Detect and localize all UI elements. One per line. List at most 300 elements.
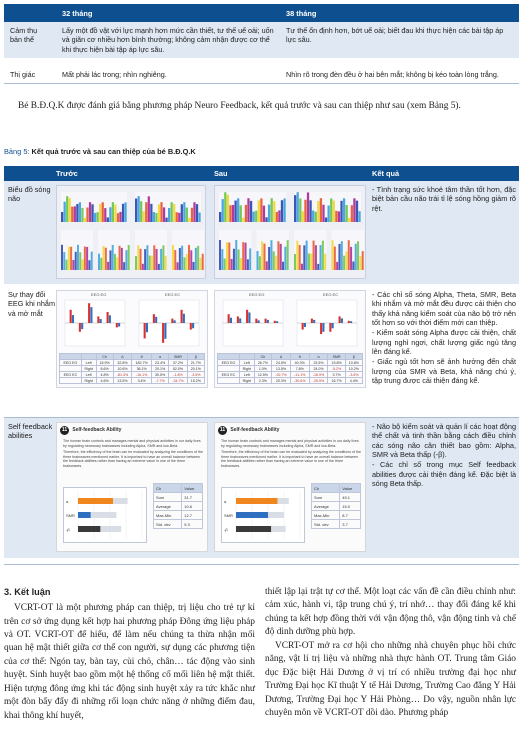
brainmap-spike [148,196,150,222]
selffeedback-title: Self-feedback Ability [72,427,122,433]
brainmap-spike [183,257,185,270]
sf-bar-label: -β [66,527,70,532]
brainmap-after-image [215,186,365,278]
brainmap-spike [121,248,123,270]
brainmap-spike [263,206,265,222]
brainmap-spike [226,242,228,270]
eeg-table-cell: -16.1% [132,372,152,378]
brainmap-spike [253,212,255,222]
sf-table-row [312,493,361,502]
brainmap-spike [299,245,301,270]
sf-table-cell: 8.7 [340,511,361,520]
eeg-bar-left [246,310,248,323]
brainmap-spike [263,244,265,270]
brainmap-spike [299,198,301,222]
brainmap-spike [128,245,130,270]
eeg-bar-left [190,323,192,330]
brainmap-spike [258,200,260,222]
brainmap-spike [99,204,101,222]
brainmap-spike [150,204,152,222]
eeg-before-chart [57,298,207,350]
table1-header-38: 38 tháng [280,4,519,22]
brainmap-spike [278,210,280,222]
brainmap-spike [348,218,350,222]
eeg-bar-right [192,323,194,328]
brainmap-spike [335,211,337,222]
eeg-bar-right [155,317,157,323]
brainmap-spike [162,245,164,270]
brainmap-spike [153,212,155,222]
brainmap-spike [199,258,201,270]
eeg-table-cell: 4.6% [96,378,113,384]
eeg-after-table [217,353,363,384]
eeg-before-title-eo: EEG EO [91,292,107,297]
eeg-table-cell: -7.7% [152,378,169,384]
brainmap-spike [324,254,326,270]
eeg-before-panel [56,290,208,388]
table1-header [4,4,519,22]
sf-bar [236,512,268,518]
sf-table-row [312,511,361,520]
brainmap-spike [89,202,91,222]
brainmap-spike [137,245,139,270]
eeg-table-cell: 182.7% [132,360,152,366]
eeg-table-cell: 4.8% [96,372,113,378]
eeg-table-cell: 24.0% [309,366,328,372]
eeg-table-cell: 36.1% [132,366,152,372]
eeg-bar-right [81,323,83,329]
eeg-bar-right [183,314,185,323]
eeg-bar-left [88,303,90,323]
brainmap-spike [178,213,180,222]
selffeedback-after-chart [221,487,305,543]
brainmap-spike [352,261,354,270]
brainmap-spike [163,207,165,222]
brainmap-spike [281,200,283,222]
eeg-bar-right [109,315,111,323]
table2-row-label: Self feedback abilities [8,422,53,441]
eeg-table-cell: -25.9% [309,378,328,384]
brainmap-spike [68,247,70,270]
eeg-bar-right [90,307,92,323]
brainmap-spike [72,260,74,270]
eeg-bar-left [348,321,350,323]
eeg-table-header: SMR [328,354,345,360]
brainmap-spike [358,211,360,222]
brainmap-spike [79,252,81,270]
brainmap-spike [294,195,296,222]
eeg-bar-right [100,319,102,323]
brainmap-spike [301,264,303,270]
eeg-table-header: θ [132,354,152,360]
brainmap-spike [317,201,319,222]
brainmap-spike [91,252,93,270]
table2-row-label: Biểu đồ sóng não [8,185,51,204]
brainmap-spike [238,249,240,270]
eeg-bar-right [239,318,241,323]
brainmap-spike [114,254,116,270]
eeg-table-cell: Right [81,366,96,372]
brainmap-spike [228,242,230,270]
selffeedback-before-table [153,483,203,529]
sf-bar [78,512,91,518]
eeg-table-cell: 8.6% [96,366,113,372]
eeg-table-cell: 13.5% [113,378,132,384]
brainmap-spike [188,245,190,270]
table2-caption [4,147,196,156]
table2-header-before: Trước [56,169,78,178]
brainmap-spike [135,256,137,270]
sf-table-cell: Std. dev [312,520,340,529]
brainmap-spike [69,198,71,222]
eeg-table-cell: 40.3% [290,360,309,366]
brainmap-spike [190,250,192,270]
brainmap-spike [86,247,88,270]
sf-bar [236,526,271,532]
brainmap-spike [202,254,204,270]
eeg-table-cell: 10.6% [113,366,132,372]
brainmap-after [214,185,366,279]
table1-row [4,22,519,58]
eeg-table-header: Ch [254,354,271,360]
brainmap-spike [66,196,68,222]
result-line: - Tình trạng sức khoẻ tâm thần tốt hơn, đặc biệt bản cầu não trái tỉ lệ sóng hồng giảm rõ rệt. [372,185,516,213]
conclusion-right-column [265,586,516,720]
brainmap-spike [247,198,249,222]
brainmap-spike [119,212,121,222]
brainmap-spike [179,248,181,270]
eeg-bar-left [255,319,257,323]
brainmap-spike [125,250,127,270]
eeg-table-header: Δ [113,354,132,360]
brainmap-spike [328,205,330,222]
sf-table-cell: Sum [154,493,182,502]
brainmap-spike [122,204,124,222]
brainmap-spike [308,253,310,270]
sf-table-cell: Std. dev [154,520,182,529]
brainmap-spike [277,241,279,270]
eeg-table-cell: -34.7% [169,378,188,384]
result-line: - Kiểm soát sóng Alpha được cải thiện, chất lượng nghỉ ngơi, chất lượng giấc ngủ tăng lên đáng kể. [372,328,516,357]
sf-table-header: Value [340,484,361,493]
eeg-bar-right [332,323,334,328]
sf-table-row [312,502,361,511]
brainmap-spike [112,202,114,222]
brainmap-spike [353,198,355,222]
brainmap-spike [177,262,179,270]
eeg-table-cell: EEG EO [218,360,240,366]
sf-table-row [312,520,361,529]
eeg-table-header: Δ [272,354,291,360]
eeg-bar-left [79,323,81,332]
table2-row-eeg [4,286,519,416]
brainmap-before-image [57,186,205,278]
brainmap-spike [142,264,144,270]
sf-table-cell: Average [312,502,340,511]
selffeedback-before-heading [60,426,121,435]
brainmap-spike [61,212,63,222]
comparison-table-32-38 [4,4,519,84]
eeg-bar-left [274,321,276,323]
table1-cell-38: Nhìn rõ trong đèn đều ở hai bên mắt; không bị kéo toàn lòng trắng. [280,66,519,84]
table1-header-32: 32 tháng [56,4,280,22]
eeg-table-cell: EEG EC [218,372,240,378]
brainmap-spike [325,218,327,222]
selffeedback-before-text [63,439,203,469]
conclusion-paragraph-3: VCRT-OT mở ra cơ hội cho những nhà chuyên phục hồi chức năng, vật lí trị liệu và những nhà thực hành OT. Trung tâm Giáo dục Đặc biệt Hải Dương ở vị trí có nhiều trường đại học như Trường Đại học Kĩ thuật Y tế Hải Dương, Trường Cao đẳng Y Hải Dương, Trường Đại học Y Hải Phòng… Do vậy, nguồn nhân lực chuyên môn về VCRT-OT dồi dào. Phương pháp [265,640,516,718]
sf-table-cell: Sum [312,493,340,502]
table2-header-after: Sau [214,169,228,178]
brainmap-spike [103,246,105,270]
sf-table-cell: 10.6 [182,502,203,511]
brainmap-spike [273,201,275,222]
brainmap-spike [195,248,197,270]
brainmap-spike [116,257,118,270]
eeg-bar-right [248,312,250,323]
brainmap-spike [268,247,270,270]
brainmap-spike [186,208,188,222]
brainmap-spike [297,192,299,222]
eeg-table-cell: 3.4% [132,378,152,384]
brainmap-spike [312,211,314,222]
result-line: - Não bộ kiểm soát và quản lí các hoạt động thể chất và tinh thần bằng cách điều chỉnh các sóng não cân thiết bao gồm: Alpha, SMR và Beta thấp (-β). [372,422,516,460]
brainmap-spike [224,259,226,270]
eeg-table-cell: 37.2% [169,360,188,366]
eeg-table-cell: Left [81,372,96,378]
conclusion-left-column [4,586,255,723]
eeg-bar-left [116,323,118,327]
eeg-table-cell: 4.4% [345,378,362,384]
eeg-table-cell: EEG EO [60,360,82,366]
brainmap-spike [82,259,84,270]
brainmap-spike [63,252,65,270]
eeg-bar-right [174,320,176,323]
eeg-bar-right [322,323,324,332]
brainmap-spike [343,256,345,270]
eeg-table-header: α [309,354,328,360]
brainmap-spike [176,212,178,222]
sf-table-cell: 5.3 [182,520,203,529]
brainmap-spike [348,240,350,270]
brainmap-spike [140,201,142,222]
brainmap-spike [362,251,364,270]
brainmap-spike [156,249,158,270]
brainmap-spike [183,202,185,222]
sf-table-cell: Average [154,502,182,511]
brainmap-spike [346,205,348,222]
result-line: - Các chỉ số sóng Alpha, Theta, SMR, Beta khi nhắm và mở mắt đều được cải thiện cho thấy khả năng kiểm soát của não bộ trở nên tốt hơn so với thời điểm mới can thiệp. [372,290,516,328]
brainmap-spike [229,205,231,222]
brainmap-spike [270,240,272,270]
sf-bar-remainder [113,498,127,504]
brainmap-spike [343,198,345,222]
eeg-table-cell: 13.5% [272,366,291,372]
sf-table-cell: 3.7 [340,520,361,529]
brainmap-spike [117,213,119,222]
table1-header-empty [4,4,56,22]
eeg-table-cell [218,378,240,384]
brainmap-spike [109,250,111,270]
eeg-table-cell: -5.2% [328,366,345,372]
brainmap-spike [86,207,88,222]
brainmap-spike [165,256,167,270]
sf-bar-label: SMR [224,513,233,518]
eeg-before-table [59,353,205,384]
brainmap-spike [219,212,221,222]
eeg-table-header: Ch [96,354,113,360]
brainmap-spike [191,208,193,222]
selffeedback-text1: The human brain controls and manages mental and physical activities in our daily lives by regulating necessary brainwaves including Alpha, SMR and low-Beta. [63,439,201,448]
brainmap-spike [135,199,137,222]
brainmap-spike [119,246,121,270]
brainmap-spike [91,204,93,222]
brainmap-spike [123,262,125,270]
brainmap-spike [64,202,66,222]
result-line: - Các chỉ số trong mục Self feedback abilities được cải thiện đáng kể. Đặc biệt là sóng Beta thấp. [372,460,516,489]
brainmap-spike [276,212,278,222]
brainmap-spike [273,251,275,270]
eeg-table-cell: 10.8% [345,360,362,366]
brainmap-spike [284,247,286,270]
brainmap-spike [315,212,317,222]
brainmap-spike [310,254,312,270]
table2-result-brainmap [372,185,516,214]
brainmap-spike [357,241,359,270]
eeg-table-cell: 32.8% [113,360,132,366]
brainmap-spike [294,254,296,270]
sf-bar-remainder [268,512,284,518]
brainmap-spike [234,201,236,222]
eeg-table-cell: 24.5% [272,360,291,366]
brainmap-spike [98,254,100,270]
eeg-table-cell: 19.8% [328,360,345,366]
eeg-bar-right [313,320,315,323]
brainmap-spike [186,254,188,270]
eeg-bar-left [162,323,164,343]
brainmap-spike [338,244,340,270]
brainmap-spike [235,240,237,270]
brainmap-spike [173,204,175,222]
eeg-table-cell: 12.5% [254,372,271,378]
eeg-table-cell: Right [239,366,254,372]
eeg-after-title-eo: EEG EO [249,292,265,297]
brainmap-spike [109,207,111,222]
sf-bar-label: α [224,499,227,504]
brainmap-spike [260,198,262,222]
eeg-table-cell: -11.1% [290,372,309,378]
brainmap-spike [79,202,81,222]
brainmap-spike [84,247,86,270]
eeg-table-cell: 15.9% [96,360,113,366]
sf-table-row [154,520,203,529]
brainmap-spike [315,245,317,270]
brainmap-spike [231,259,233,270]
selffeedback-text1: The human brain controls and manages mental and physical activities in our daily lives by regulating necessary brainwaves including Alpha, SMR and low-Beta. [221,439,359,448]
brainmap-spike [71,207,73,222]
table2-result-eeg [372,290,516,386]
brainmap-spike [280,244,282,270]
eeg-bar-left [329,323,331,332]
brainmap-spike [247,259,249,270]
eeg-table-header: β [345,354,362,360]
eeg-table-cell: -81.3% [113,372,132,378]
brainmap-spike [224,192,226,222]
brainmap-spike [313,241,315,270]
brainmap-spike [124,202,126,222]
brainmap-spike [336,262,338,270]
brainmap-spike [320,198,322,222]
brainmap-spike [283,198,285,222]
sf-bar-label: SMR [66,513,75,518]
conclusion-paragraph-2: thiết lập lại trật tự cơ thể. Một loạt các vấn đề cần điều chỉnh như: cảm xúc, hành vi, tập trung chú ý, trí nhớ… thay đổi đáng kể khi chúng ta kết hợp đồng thời với vận động thô, vận động tinh và chế độ dinh dưỡng phù hợp. [265,587,516,638]
table2-header [4,166,519,181]
brainmap-spike [100,258,102,270]
brainmap-spike [334,247,336,270]
eeg-bar-left [311,319,313,323]
brainmap-spike [172,245,174,270]
eeg-bar-left [320,323,322,334]
eeg-table-cell: -16.9% [309,372,328,378]
brainmap-spike [145,202,147,222]
brainmap-spike [61,245,63,270]
eeg-table-cell: -3.5% [187,372,204,378]
brainmap-spike [149,256,151,270]
brainmap-spike [282,262,284,270]
brainmap-spike [144,249,146,270]
eeg-table-cell: Left [81,360,96,366]
brainmap-spike [146,245,148,270]
brainmap-spike [322,241,324,270]
eeg-table-cell: 20.1% [152,366,169,372]
brainmap-spike [255,211,257,222]
brainmap-spike [74,206,76,222]
brainmap-spike [81,208,83,222]
table1-cell-32: Mất phải lác trong; nhìn nghiêng. [56,66,280,84]
brainmap-spike [242,218,244,222]
brainmap-spike [257,251,259,270]
eeg-table-cell: 10.2% [345,366,362,372]
sf-bar [78,498,113,504]
brainmap-spike [250,201,252,222]
brainmap-spike [359,256,361,270]
eeg-bar-right [341,318,343,323]
brainmap-spike [237,198,239,222]
eeg-table-cell: Left [239,372,254,378]
sf-table-row [154,493,203,502]
brainmap-spike [105,248,107,270]
sf-bar-remainder [91,512,117,518]
eeg-bar-right [267,320,269,323]
eeg-table-cell: -1.8% [169,372,188,378]
table2-caption-prefix: Bảng 5: [4,147,30,156]
sf-bar-remainder [100,526,121,532]
eeg-table-cell: 3.7% [328,372,345,378]
eeg-table-cell [60,378,82,384]
sf-bar-remainder [278,498,289,504]
eeg-bar-left [153,314,155,323]
eeg-table-cell: 23.4% [152,360,169,366]
brainmap-spike [143,211,145,222]
eeg-table-header: θ [290,354,309,360]
brainmap-spike [296,241,298,270]
table2-header-result: Kết quả [372,169,400,178]
brainmap-spike [221,249,223,270]
brainmap-spike [198,213,200,222]
brainmap-spike [174,250,176,270]
selffeedback-after-text [221,439,361,469]
brainmap-spike [240,205,242,222]
selffeedback-text2: Therefore, the efficiency of the brain can be evaluated by analyzing the conditions of the three brainwaves mentioned earlier. It is important to have an overall balance between the feedback abilities rather than having an extreme value in one of the three brainwaves. [63,449,203,469]
